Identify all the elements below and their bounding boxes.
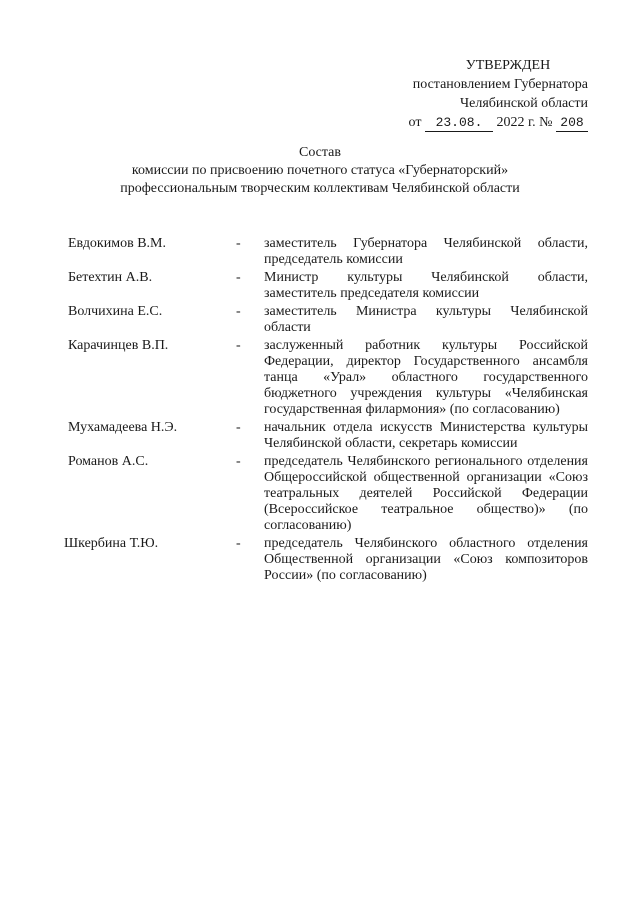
member-dash: - [236,270,241,285]
from-label: от [408,115,422,130]
decree-number: 208 [556,115,588,132]
member-dash: - [236,454,241,469]
approval-heading: УТВЕРЖДЕН [465,58,551,73]
member-name: Бетехтин А.В. [68,270,153,285]
title-line-1: Состав [298,145,341,160]
year-number-label: 2022 г. № [496,115,553,130]
member-row [68,270,588,302]
document-title [0,144,640,198]
member-role: заместитель Губернатора Челябинской области, председатель комиссии [264,236,588,267]
member-dash: - [236,536,241,551]
member-dash: - [236,236,241,251]
member-row [64,536,588,584]
member-dash: - [236,420,241,435]
approval-date: 23.08. [425,115,493,132]
member-name: Мухамадеева Н.Э. [68,420,178,435]
member-name: Романов А.С. [68,454,149,469]
approval-region-line: Челябинской области [460,96,588,111]
member-row [68,454,588,534]
member-row [68,236,588,268]
member-role: заслуженный работник культуры Российской Федерации, директор Государственного ансамбля танца «Урал» областного государственного бюджетного учреждения культуры «Челябинская государственная филармония» (по согласованию) [264,338,588,417]
member-list [64,236,588,586]
member-role: начальник отдела искусств Министерства культуры Челябинской области, секретарь комиссии [264,420,588,451]
member-name: Евдокимов В.М. [68,236,166,251]
member-dash: - [236,338,241,353]
approval-stamp [388,56,588,132]
member-row [68,338,588,418]
approval-decree-line: постановлением Губернатора [412,77,588,92]
member-row [68,420,588,452]
title-line-2: комиссии по присвоению почетного статуса «Губернаторский» [131,163,509,178]
title-line-3: профессиональным творческим коллективам Челябинской области [120,181,520,196]
member-row [68,304,588,336]
member-dash: - [236,304,241,319]
member-role: председатель Челябинского областного отделения Общественной организации «Союз композиторов России» (по согласованию) [264,536,588,583]
member-name: Карачинцев В.П. [68,338,169,353]
member-name: Волчихина Е.С. [68,304,163,319]
member-name: Шкербина Т.Ю. [64,536,159,551]
member-role: Министр культуры Челябинской области, заместитель председателя комиссии [264,270,588,301]
member-role: заместитель Министра культуры Челябинской области [264,304,588,335]
member-role: председатель Челябинского регионального отделения Общероссийской общественной организации «Союз театральных деятелей Российской Федерации (Всероссийское театральное общество)» (по согласованию) [264,454,588,533]
approval-date-row [388,113,588,132]
